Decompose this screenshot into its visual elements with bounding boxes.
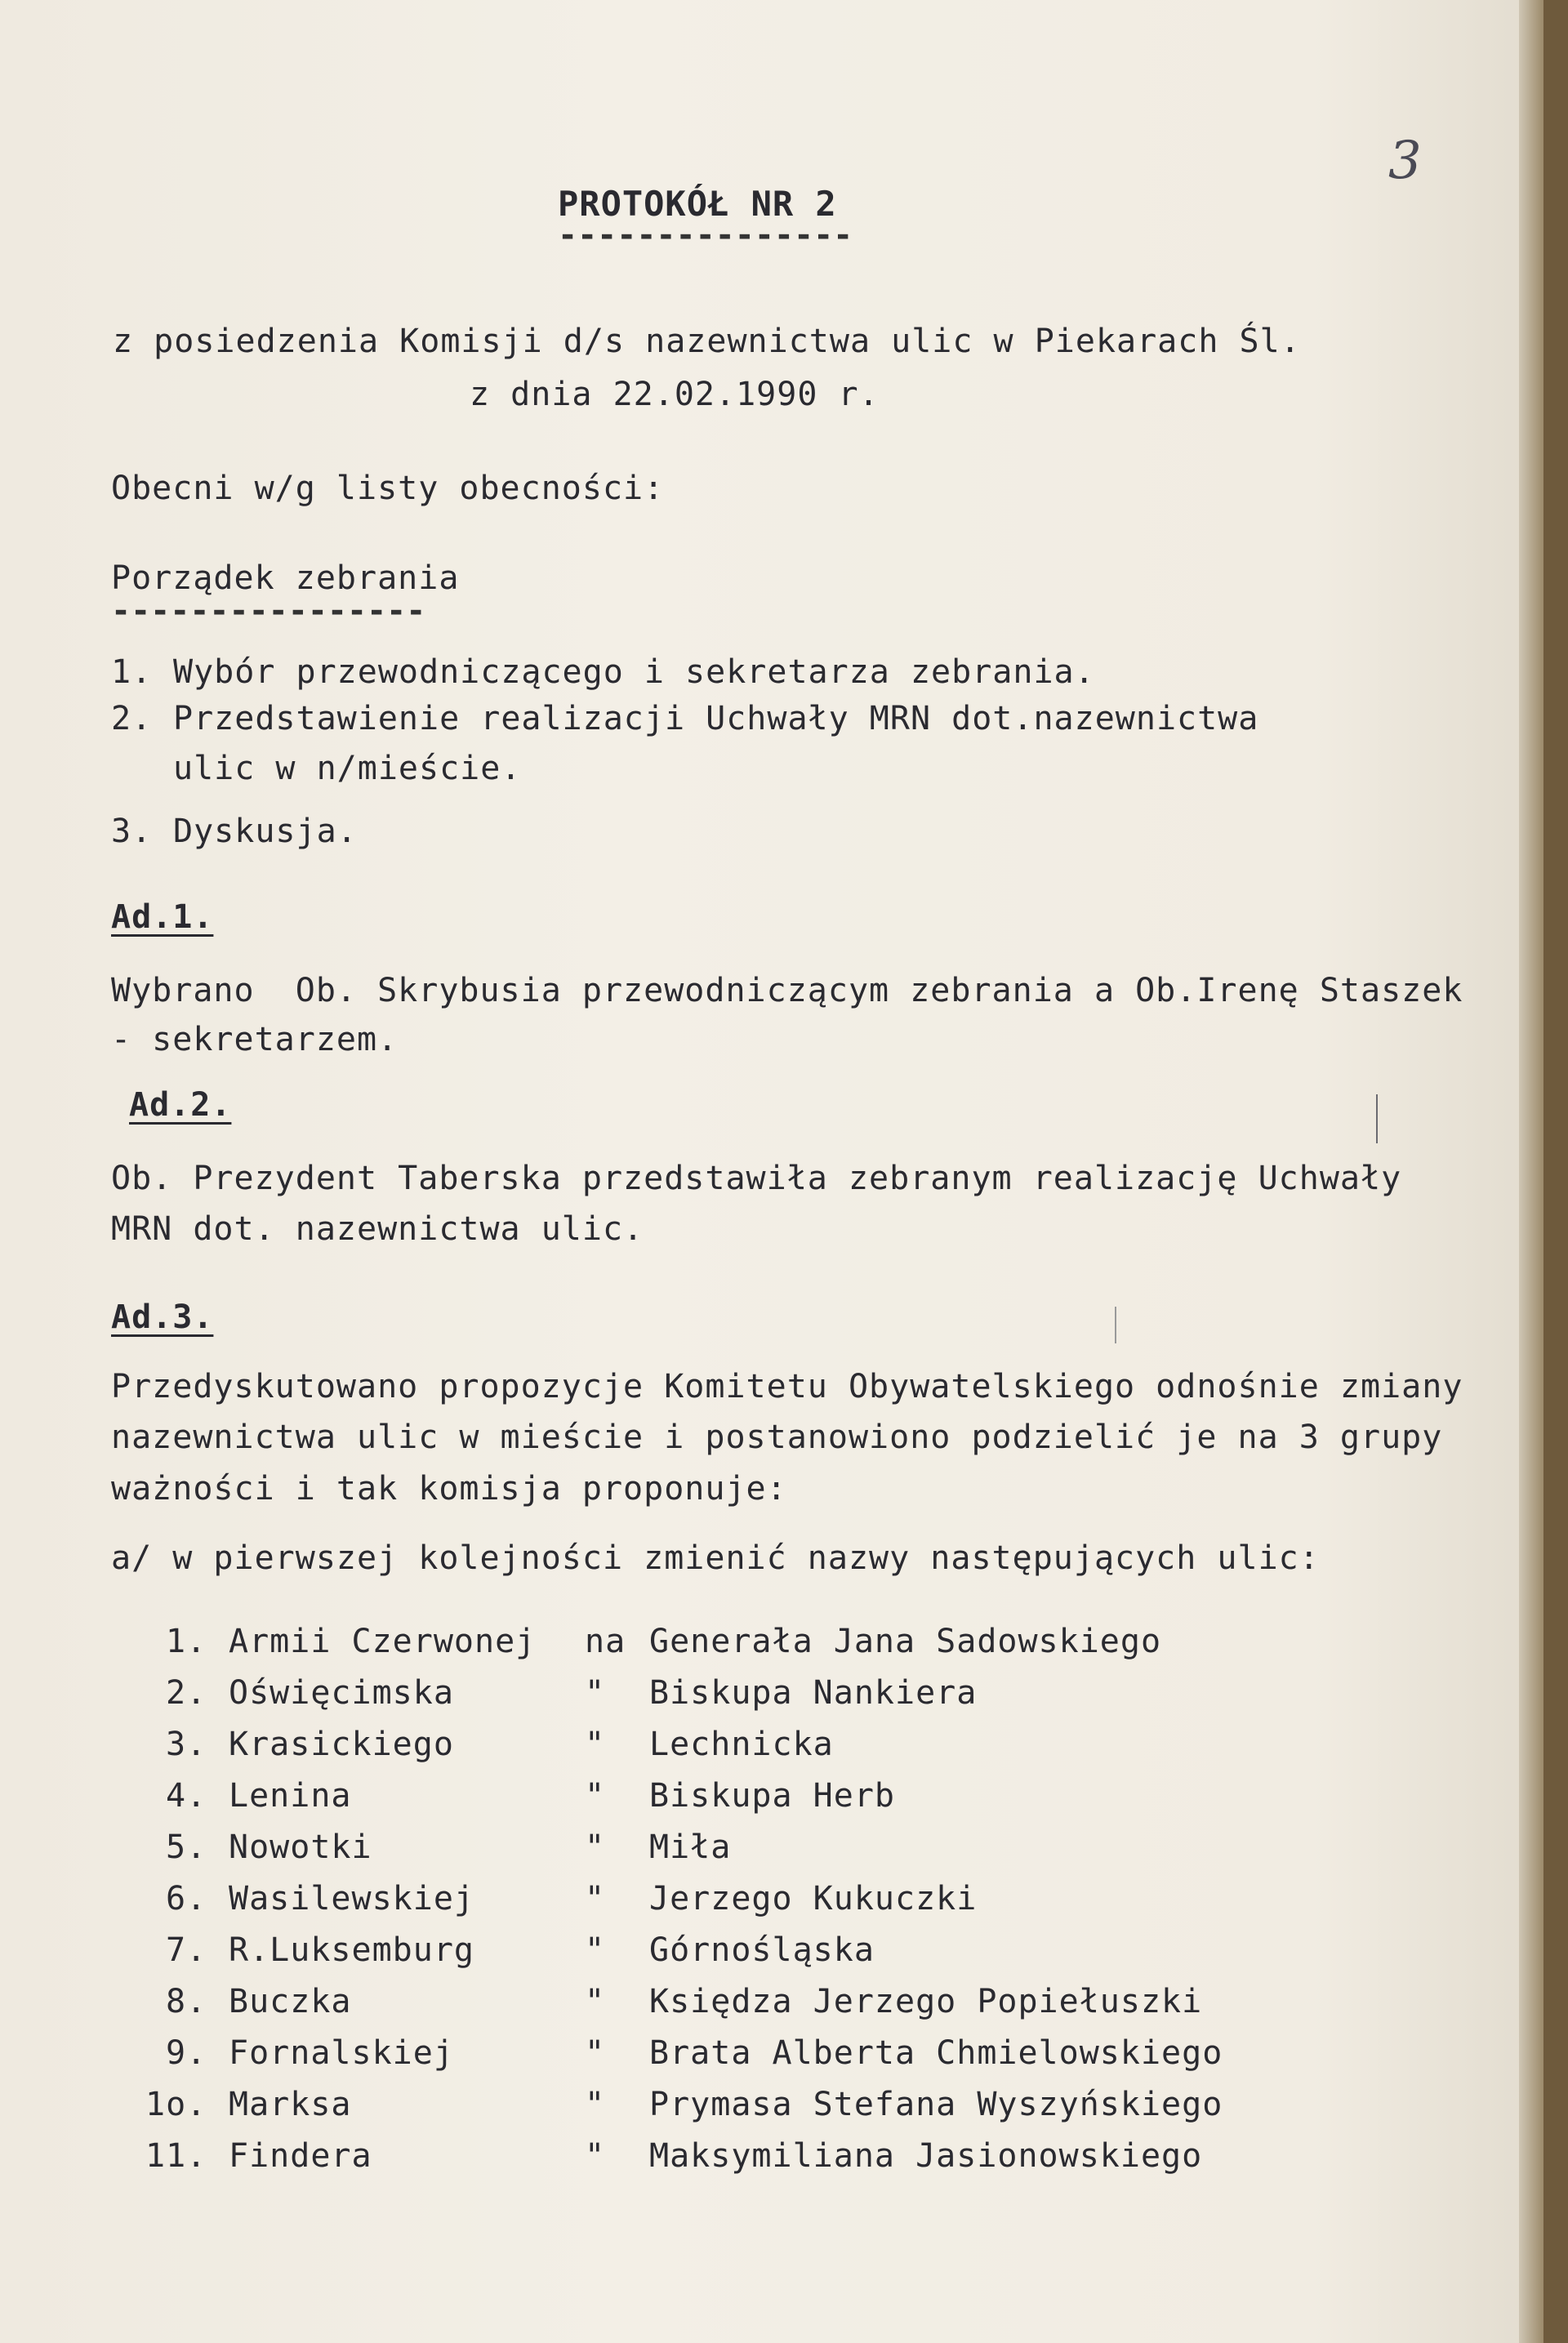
agenda-item-number: 1.	[111, 653, 153, 691]
rename-new-name: Miła	[649, 1829, 732, 1866]
rename-separator: "	[585, 2086, 606, 2123]
rename-separator: "	[585, 1726, 606, 1763]
rename-separator: "	[585, 1829, 606, 1866]
ad3-line-2: nazewnictwa ulic w mieście i postanowiono podzielić je na 3 grupy	[111, 1419, 1443, 1456]
rename-new-name: Lechnicka	[649, 1726, 834, 1763]
agenda-rule: ----------------	[111, 592, 426, 630]
agenda-item-number: 3.	[111, 813, 153, 850]
margin-mark	[1376, 1094, 1378, 1143]
rename-new-name: Brata Alberta Chmielowskiego	[649, 2034, 1223, 2072]
agenda-item-text: Wybór przewodniczącego i sekretarza zebrania.	[173, 653, 1095, 691]
agenda-item-text: Przedstawienie realizacji Uchwały MRN dot.nazewnictwa	[173, 700, 1259, 737]
agenda-item-text: Dyskusja.	[173, 813, 358, 850]
ad3-line-4: a/ w pierwszej kolejności zmienić nazwy następujących ulic:	[111, 1539, 1320, 1577]
rename-old-name: Armii Czerwonej	[229, 1623, 537, 1660]
rename-old-name: Findera	[229, 2137, 372, 2175]
rename-separator: "	[585, 1777, 606, 1815]
rename-number: 9.	[166, 2034, 207, 2072]
rename-separator: "	[585, 1983, 606, 2020]
rename-number: 1o.	[145, 2086, 207, 2123]
subtitle-date: z dnia 22.02.1990 r.	[470, 376, 880, 413]
rename-number: 11.	[145, 2137, 207, 2175]
ad1-line-1: Wybrano Ob. Skrybusia przewodniczącym zebrania a Ob.Irenę Staszek	[111, 972, 1463, 1009]
rename-old-name: Krasickiego	[229, 1726, 454, 1763]
rename-new-name: Prymasa Stefana Wyszyńskiego	[649, 2086, 1223, 2123]
document-title: PROTOKÓŁ NR 2	[558, 184, 837, 224]
rename-number: 8.	[166, 1983, 207, 2020]
rename-new-name: Biskupa Herb	[649, 1777, 895, 1815]
rename-old-name: Buczka	[229, 1983, 352, 2020]
rename-old-name: Nowotki	[229, 1829, 372, 1866]
ad1-line-2: - sekretarzem.	[111, 1021, 399, 1058]
ad2-line-1: Ob. Prezydent Taberska przedstawiła zebranym realizację Uchwały	[111, 1160, 1402, 1197]
rename-new-name: Księdza Jerzego Popiełuszki	[649, 1983, 1203, 2020]
rename-separator: na	[585, 1623, 626, 1660]
ad3-heading: Ad.3.	[111, 1298, 214, 1336]
rename-number: 4.	[166, 1777, 207, 1815]
rename-separator: "	[585, 1674, 606, 1712]
rename-new-name: Jerzego Kukuczki	[649, 1880, 978, 1918]
rename-number: 5.	[166, 1829, 207, 1866]
rename-new-name: Generała Jana Sadowskiego	[649, 1623, 1162, 1660]
rename-old-name: Wasilewskiej	[229, 1880, 474, 1918]
margin-mark	[1115, 1307, 1116, 1343]
rename-number: 1.	[166, 1623, 207, 1660]
ad3-line-3: ważności i tak komisja proponuje:	[111, 1470, 787, 1508]
rename-old-name: R.Luksemburg	[229, 1931, 474, 1969]
rename-number: 7.	[166, 1931, 207, 1969]
rename-separator: "	[585, 1880, 606, 1918]
rename-old-name: Lenina	[229, 1777, 352, 1815]
title-rule: ---------------	[558, 216, 853, 254]
ad2-line-2: MRN dot. nazewnictwa ulic.	[111, 1210, 644, 1248]
page-number: 3	[1388, 131, 1422, 191]
agenda-item-text-continued: ulic w n/mieście.	[173, 750, 522, 787]
rename-old-name: Oświęcimska	[229, 1674, 454, 1712]
rename-new-name: Górnośląska	[649, 1931, 875, 1969]
subtitle-line-1: z posiedzenia Komisji d/s nazewnictwa ulic w Piekarach Śl.	[113, 323, 1301, 360]
ad3-line-1: Przedyskutowano propozycje Komitetu Obywatelskiego odnośnie zmiany	[111, 1368, 1463, 1405]
agenda-heading: Porządek zebrania	[111, 559, 460, 597]
rename-new-name: Biskupa Nankiera	[649, 1674, 978, 1712]
rename-separator: "	[585, 1931, 606, 1969]
ad2-heading: Ad.2.	[129, 1086, 232, 1124]
rename-old-name: Marksa	[229, 2086, 352, 2123]
rename-number: 3.	[166, 1726, 207, 1763]
rename-new-name: Maksymiliana Jasionowskiego	[649, 2137, 1203, 2175]
rename-number: 2.	[166, 1674, 207, 1712]
rename-old-name: Fornalskiej	[229, 2034, 454, 2072]
rename-separator: "	[585, 2137, 606, 2175]
ad1-heading: Ad.1.	[111, 898, 214, 936]
rename-separator: "	[585, 2034, 606, 2072]
agenda-item-number: 2.	[111, 700, 153, 737]
rename-number: 6.	[166, 1880, 207, 1918]
attendance-line: Obecni w/g listy obecności:	[111, 470, 665, 507]
page-edge	[1519, 0, 1544, 2343]
